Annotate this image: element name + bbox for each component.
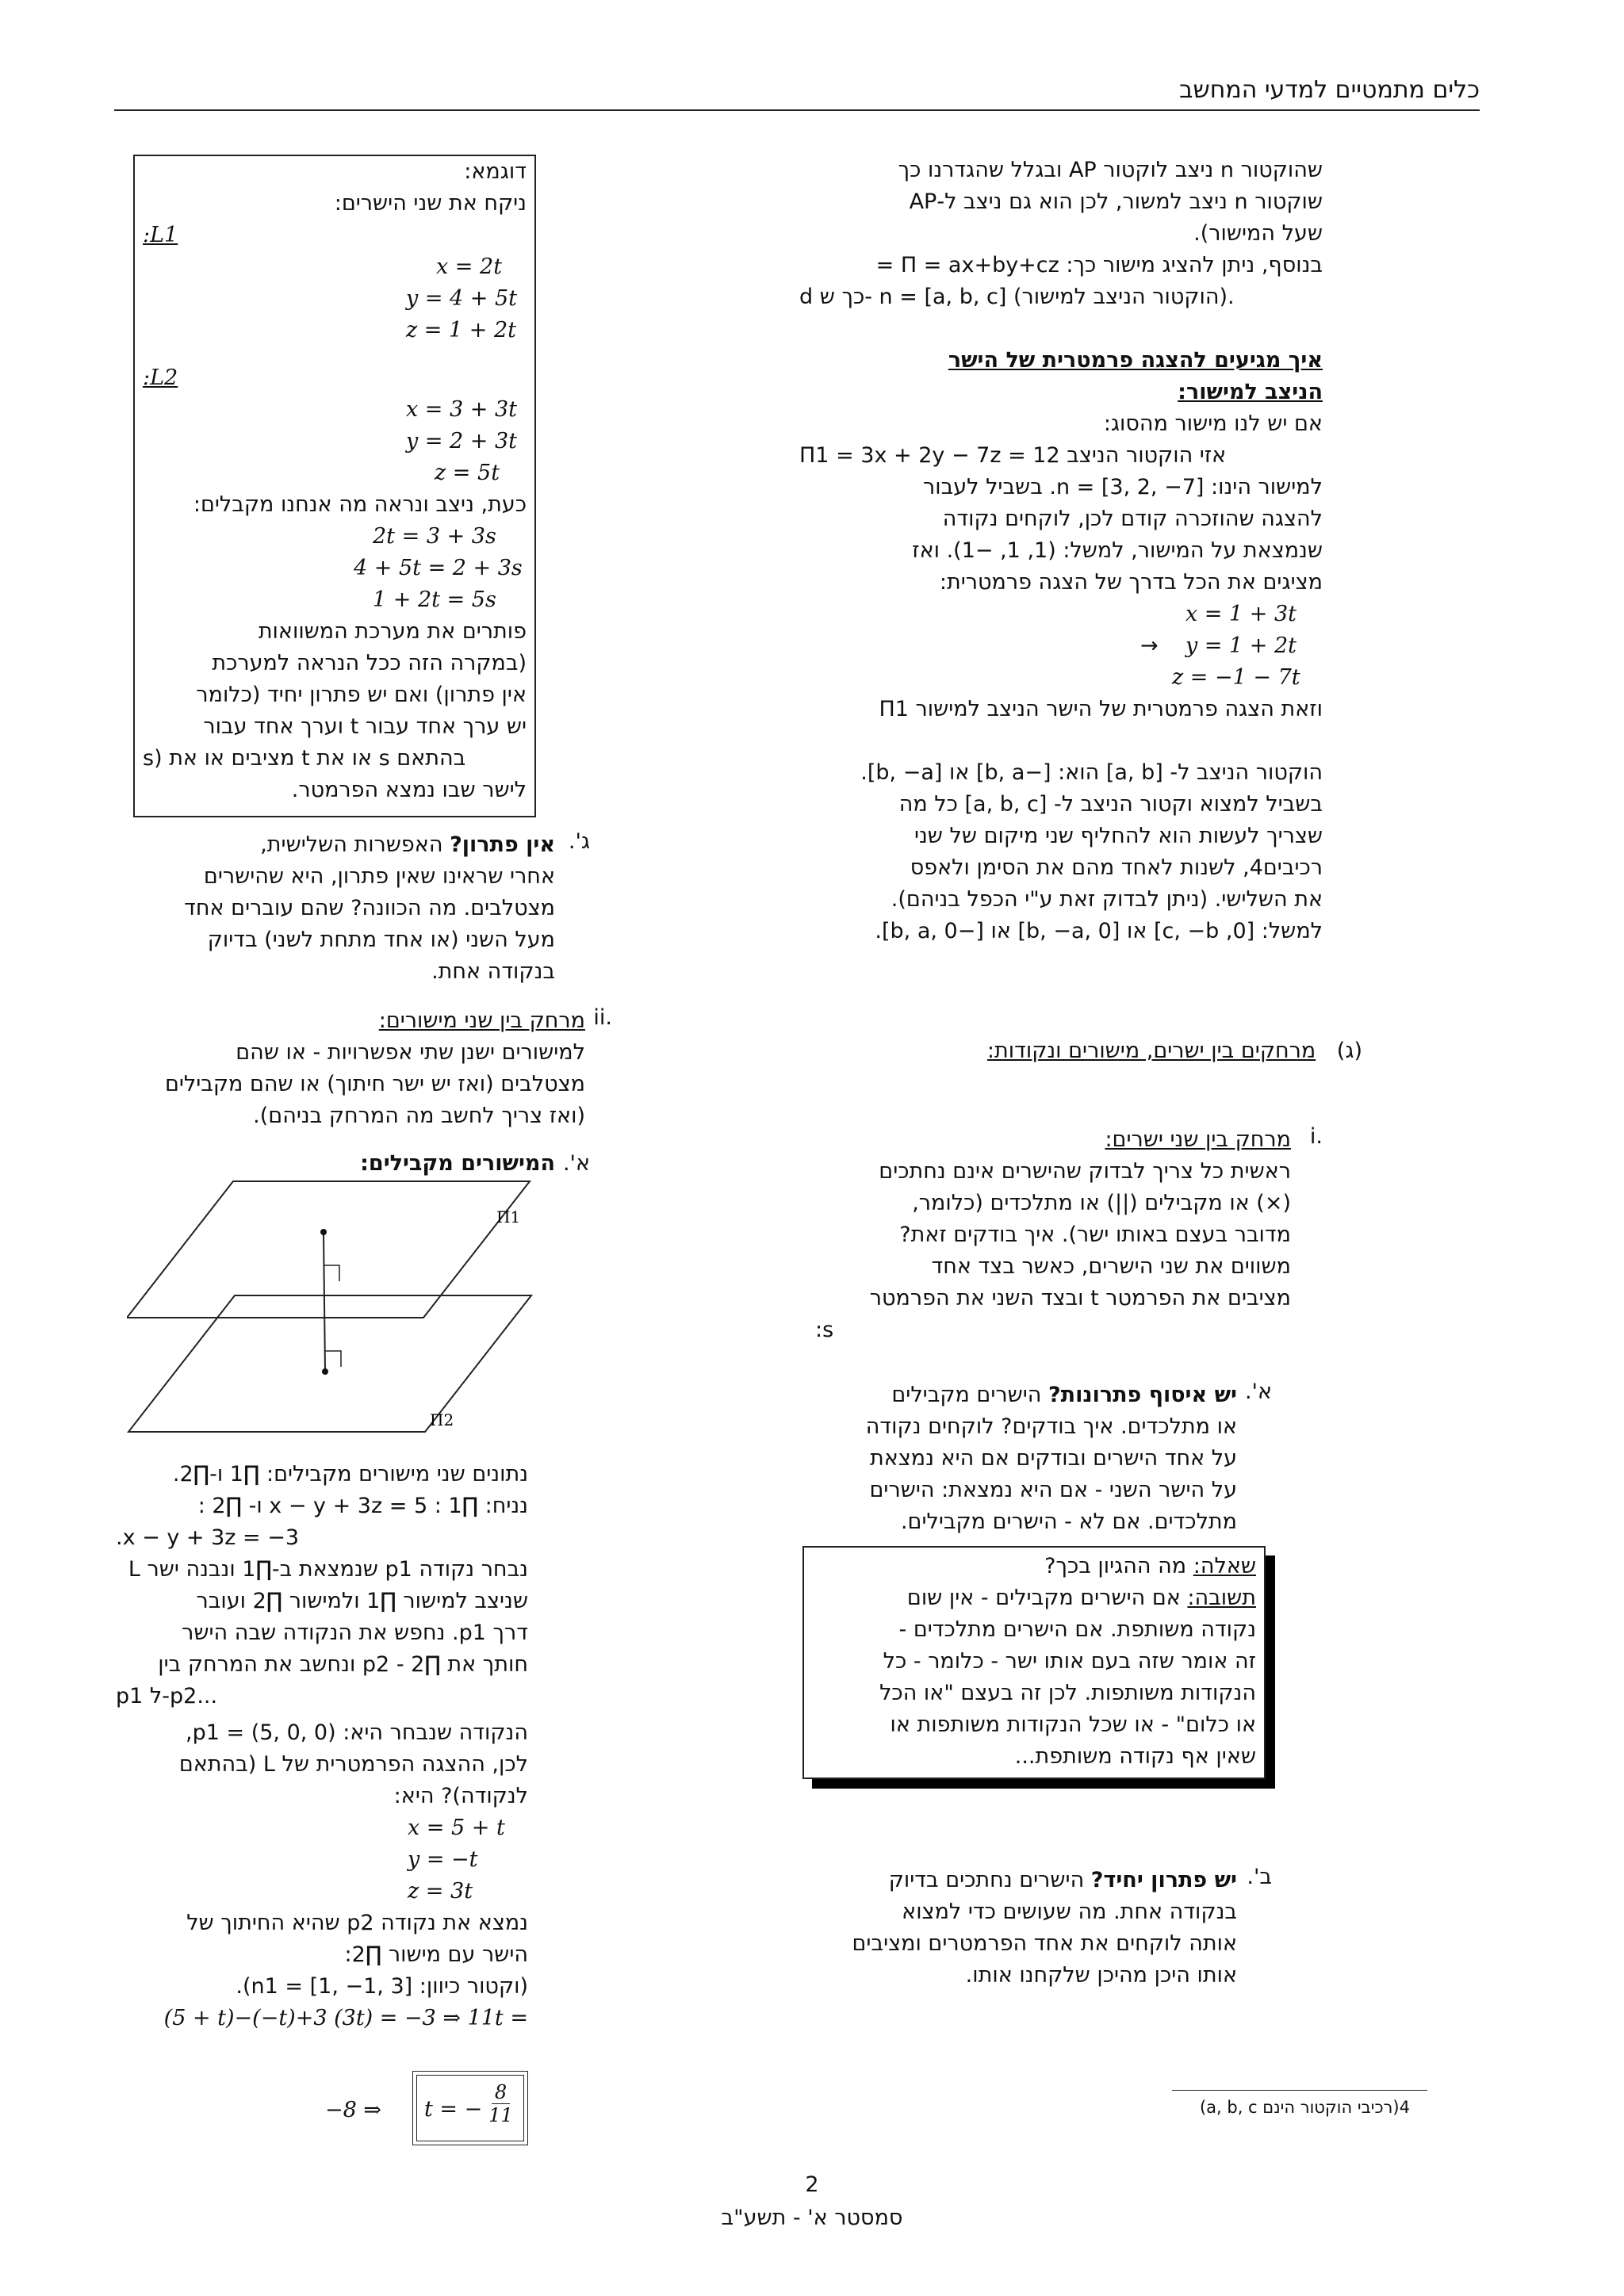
text-line: שצריך לעשות הוא להחליף שני מיקום של שני <box>914 824 1323 848</box>
text-line: נתונים שני מישורים מקבילים: ∏1 ו-∏2. <box>172 1462 528 1487</box>
body-paragraph <box>799 408 1323 599</box>
item-b-marker: ב'. <box>1247 1865 1272 1889</box>
text-line: (וקטור כיוון: n1 = [1, −1, 3]). <box>236 1974 528 1999</box>
qa-content <box>812 1551 1256 1773</box>
text-line <box>809 1380 1237 1411</box>
intro-paragraph <box>799 155 1323 313</box>
text-line: s) מציבים או את t או את s בהתאם <box>143 746 466 771</box>
equation-z: z = −1 − 7t <box>1172 665 1300 690</box>
answer-label: תשובה: <box>1187 1586 1256 1610</box>
text-line: מציגים את הכל בדרך של הצגה פרמטרית: <box>939 570 1323 595</box>
text-line: בנוסף, ניתן להציג מישור כך: Π = ax+by+cz = <box>875 253 1323 277</box>
text-line: לישר שבו נמצא הפרמטר. <box>291 778 527 802</box>
text-line: d כך ש- n = [a, b, c] (הוקטור הניצב למישור). <box>799 285 1235 309</box>
equation: 4 + 5t = 2 + 3s <box>354 556 523 580</box>
text-line: שאין אף נקודה משותפת... <box>1014 1744 1256 1769</box>
item-title: מרחק בין שני ישרים: <box>1105 1127 1291 1152</box>
right-angle-mark <box>324 1265 339 1281</box>
item-a-marker: א'. <box>1244 1380 1272 1404</box>
item-g-rest: האפשרות השלישית, <box>260 832 450 857</box>
item-g-marker: ג'. <box>568 829 590 854</box>
item-i <box>815 1124 1291 1346</box>
footnote: (a, b, c רכיבי הוקטור הינם)4 <box>1199 2098 1410 2117</box>
qa-box <box>802 1546 1266 1779</box>
equation: x = 5 + t <box>408 1816 505 1840</box>
text-line: נניח: ∏1 : x − y + 3z = 5 ו- ∏2 : <box>197 1494 528 1518</box>
item-i-marker: i. <box>1309 1124 1323 1149</box>
text-line: p1 ל-p2... <box>116 1684 218 1709</box>
text-line: מעל השני (או אחד מתחת לשני) בדיוק <box>207 928 555 952</box>
example-box <box>133 155 536 817</box>
text-line: למישור הינו: n = [3, 2, −7]. בשביל לעבור <box>923 475 1323 499</box>
page-header-title: כלים מתמטיים למדעי המחשב <box>1179 76 1480 104</box>
equation: y = −t <box>408 1847 478 1872</box>
equation: x = 3 + 3t <box>406 397 518 422</box>
text-line: הנקודה שנבחר היא: p1 = (5, 0, 0), <box>186 1720 528 1745</box>
equation: y = 4 + 5t <box>406 286 518 311</box>
planes-body <box>116 1459 528 2034</box>
example-now: כעת, ניצב ונראה מה אנחנו מקבלים: <box>193 492 527 517</box>
equation-x: x = 1 + 3t <box>1185 602 1297 626</box>
right-column <box>799 155 1323 947</box>
calculation: (5 + t)−(−t)+3 (3t) = −3 ⇒ 11t = <box>163 2006 528 2030</box>
answer-line <box>812 1582 1256 1614</box>
point-p1 <box>320 1229 327 1235</box>
item-title: מרחק בין שני מישורים: <box>378 1008 585 1033</box>
text-line: שוקטור n ניצב למשור, לכן הוא גם ניצב ל-AP <box>909 189 1323 214</box>
text-line: שנמצאת על המישור, למשל: (1, 1, −1). ואז <box>912 538 1323 563</box>
text-line: אחרי שראינו שאין פתרון, היא שהישרים <box>203 864 555 889</box>
text-line: מציבים את הפרמטר t ובצד השני את הפרמטר <box>869 1286 1291 1311</box>
text-line: דרך p1. נחפש את הנקודה שבה הישר <box>182 1621 528 1645</box>
text-line: אם יש לנו מישור מהסוג: <box>1103 411 1323 436</box>
pi2-label: Π2 <box>430 1410 454 1429</box>
fraction <box>488 2081 513 2126</box>
text-line: מצטלבים. מה הכוונה? שהם עוברים אחד <box>184 896 555 920</box>
answer-text: אם הישרים מקבילים - אין שום <box>906 1586 1181 1610</box>
equation: 2t = 3 + 3s <box>373 524 496 549</box>
text-line: על אחד הישרים ובודקים אם היא נמצאת <box>870 1446 1237 1471</box>
item-g-bold: אין פתרון? <box>450 832 555 857</box>
header-rule <box>114 109 1480 111</box>
heading-line: הניצב למישור: <box>1178 380 1323 404</box>
text-line: להצגה שהוזכרה קודם לכן, לוקחים נקודה <box>942 507 1323 531</box>
item-a <box>809 1380 1237 1538</box>
plane-pi1 <box>127 1181 530 1318</box>
text-line: או מתלכדים. איך בודקים? לוקחים נקודה <box>865 1414 1237 1439</box>
text-line: יש ערך אחד עבור t וערך אחד עבור <box>203 714 527 739</box>
item-a2-marker: א'. <box>562 1151 590 1176</box>
equation: x = 2t <box>436 254 503 279</box>
plane-pi2 <box>128 1295 531 1432</box>
equation: 1 + 2t = 5s <box>373 587 496 612</box>
l2-equations <box>143 394 527 489</box>
equation: z = 5t <box>435 461 500 485</box>
text-line: את השלישי. (ניתן לבדוק זאת ע"י הכפל בניהם). <box>891 887 1323 912</box>
parametric-equations <box>799 599 1323 694</box>
l2-label: :L2 <box>143 365 178 390</box>
item-ii-marker: ii. <box>593 1005 612 1030</box>
text-line: משווים את שני הישרים, כאשר בצד אחד <box>931 1254 1291 1279</box>
text-line: הנקודות משותפות. לכן זה בעצם "או הכל <box>879 1681 1256 1705</box>
item-g <box>111 829 555 988</box>
parametric-caption: וזאת הצגה פרמטרית של הישר הניצב למישור Π1 <box>879 697 1323 721</box>
text-line: לכן, ההצגה הפרמטרית של L (בהתאם <box>178 1752 528 1777</box>
section-heading <box>799 345 1323 408</box>
text-line: נבחר נקודה p1 שנמצאת ב-∏1 ונבנה ישר L <box>128 1557 528 1582</box>
section-title: מרחקים בין ישרים, מישורים ונקודות: <box>986 1039 1316 1063</box>
text-line: מדובר בעצם באותו ישר). איך בודקים זאת? <box>899 1223 1291 1247</box>
text-line: ראשית כל צריך לבדוק שהישרים אינם נחתכים <box>879 1159 1291 1184</box>
example-content <box>143 156 527 806</box>
text-line: פותרים את מערכת המשוואות <box>258 619 527 644</box>
text-line: :s <box>815 1318 834 1342</box>
text-line: שניצב למישור ∏1 ולמישור ∏2 ועובר <box>196 1589 528 1613</box>
text-line: אותו היכן מהיכן שלקחנו אותו. <box>965 1963 1237 1988</box>
text-line: שעל המישור). <box>1193 221 1323 246</box>
arrow-icon: → <box>1140 633 1159 658</box>
text-line: הוקטור הניצב ל- [a, b] הוא: [−b, a] או [b, −a]. <box>860 760 1323 785</box>
text-line: אין פתרון) ואם יש פתרון יחיד (כלומר <box>196 683 527 707</box>
text-line: או כלום" - או שכל הנקודות משותפות או <box>890 1712 1256 1737</box>
text-line: למשל: [0, c, −b] או [b, −a, 0] או [−b, a, 0]. <box>875 919 1323 943</box>
equation: y = 2 + 3t <box>406 429 518 453</box>
text-line: שהוקטור n ניצב לוקטור AP ובגלל שהגדרנו כך <box>898 158 1323 182</box>
question-line <box>812 1551 1256 1582</box>
text-line <box>111 829 555 861</box>
question-text: מה ההגיון בכך? <box>1044 1554 1187 1578</box>
section-g <box>987 1039 1362 1063</box>
l1-equations <box>143 251 527 346</box>
point-p2 <box>322 1368 328 1375</box>
parallel-planes-figure <box>127 1175 539 1445</box>
l1-label: :L1 <box>143 223 178 247</box>
item-b-rest: הישרים נחתכים בדיוק <box>888 1868 1091 1892</box>
boxed-result <box>412 2071 528 2145</box>
text-line: הישר עם מישור ∏2: <box>344 1942 528 1967</box>
text-line: זה אומר שזה בעם אותו ישר - כלומר - כל <box>883 1649 1256 1674</box>
item-b-bold: יש פתרון יחיד? <box>1090 1868 1237 1892</box>
equation-y: y = 1 + 2t <box>1185 633 1297 658</box>
text-line: נקודה משותפת. אם הישרים מתלכדים - <box>898 1617 1256 1642</box>
result-equation <box>424 2081 513 2126</box>
text-line: (ואז צריך לחשב מה המרחק בניהם). <box>253 1104 585 1128</box>
numerator: 8 <box>492 2081 510 2104</box>
text-line <box>809 1865 1237 1896</box>
item-a-rest: הישרים מקבילים <box>891 1383 1048 1407</box>
heading-line: איך מגיעים להצגה פרמטרית של הישר <box>948 348 1323 373</box>
system-equations <box>143 521 527 616</box>
equation: z = 3t <box>408 1879 473 1904</box>
text-line: בנקודה אחת. מה שעושים כדי למצוא <box>902 1900 1237 1924</box>
section-marker: (ג) <box>1336 1039 1362 1063</box>
calc-result: −8 ⇒ <box>325 2098 382 2122</box>
text-line: (×) או מקבילים (||) או מתלכדים (כלומר, <box>912 1191 1291 1215</box>
equation: z = 1 + 2t <box>406 318 517 342</box>
text-line: נמצא את נקודה p2 שהיא החיתוך של <box>186 1911 528 1935</box>
pi1-label: Π1 <box>496 1207 521 1226</box>
page-number: 2 <box>805 2172 819 2197</box>
perpendicular-paragraph <box>799 757 1323 947</box>
text-line: למישורים ישנן שתי אפשרויות - או שהם <box>236 1040 585 1065</box>
line-l-equations <box>116 1812 528 1908</box>
denominator: 11 <box>488 2104 513 2126</box>
item-a2-title: המישורים מקבילים: <box>360 1151 555 1176</box>
item-ii <box>109 1005 585 1132</box>
footer-semester: סמסטר א' - תשע"ב <box>721 2206 903 2230</box>
text-line: .x − y + 3z = −3 <box>116 1525 300 1550</box>
perpendicular-line <box>324 1232 325 1372</box>
right-angle-mark <box>325 1351 341 1367</box>
text-line: רכיבים4, לשנות לאחד מהם את הסימן ולאפס <box>910 855 1323 880</box>
text-line: חותך את ∏2 - p2 ונחשב את המרחק בין <box>158 1652 528 1677</box>
text-line: על הישר השני - אם היא נמצאת: הישרים <box>869 1478 1237 1502</box>
example-title: דוגמא: <box>464 159 527 184</box>
item-a-bold: יש איסוף פתרונות? <box>1048 1383 1237 1407</box>
text-line: מתלכדים. אם לא - הישרים מקבילים. <box>900 1510 1237 1534</box>
text-line: בשביל למצוא וקטור הניצב ל- [a, b, c] כל מה <box>898 792 1323 817</box>
text-line: אותה לוקחים את אחד הפרמטרים ומציבים <box>852 1931 1237 1956</box>
result-lhs: t = − <box>424 2097 483 2122</box>
text-line: לנקודה)? היא: <box>393 1784 528 1808</box>
text-line: מצטלבים (ואז יש ישר חיתוך) או שהם מקבילים <box>164 1072 585 1096</box>
question-label: שאלה: <box>1193 1554 1256 1578</box>
example-intro: ניקח את שני הישרים: <box>334 191 527 216</box>
footnote-rule <box>1172 2090 1427 2091</box>
text-line: בנקודה אחת. <box>431 959 555 984</box>
text-line: Π1 = 3x + 2y − 7z = 12 אזי הוקטור הניצב <box>799 443 1227 468</box>
text-line: (במקרה הזה ככל הנראה למערכת <box>212 651 527 675</box>
item-b <box>809 1865 1237 1992</box>
